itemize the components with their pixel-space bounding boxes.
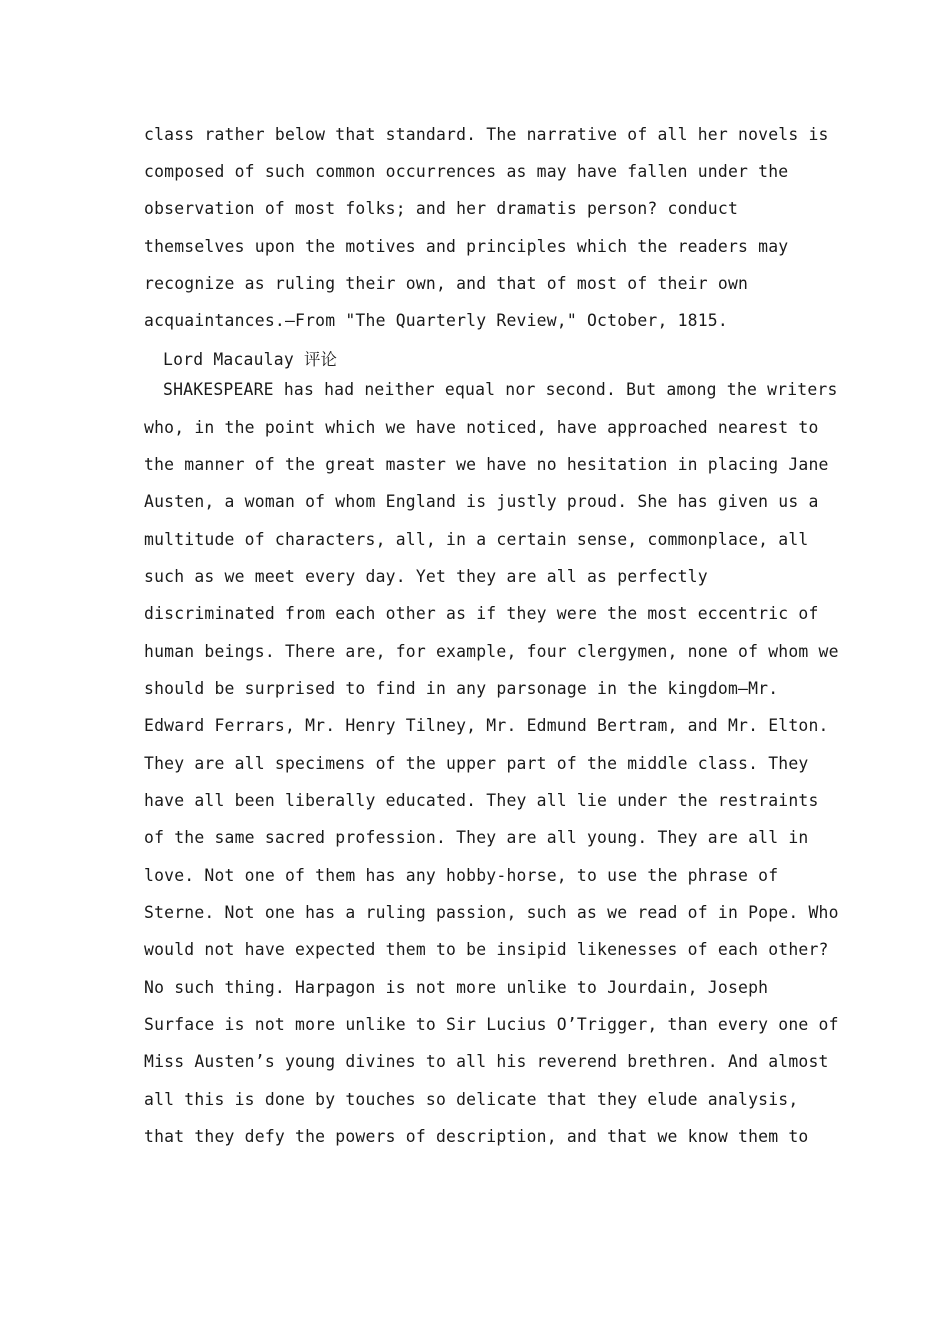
paragraph-1-line-2: composed of such common occurrences as may have fallen under the	[144, 162, 789, 181]
paragraph-2-line-18: Surface is not more unlike to Sir Lucius O’Trigger, than every one of	[144, 1015, 839, 1034]
paragraph-2-line-13: of the same sacred profession. They are all young. They are all in	[144, 828, 809, 847]
paragraph-1-line-3: observation of most folks; and her dramatis person? conduct	[144, 199, 739, 218]
paragraph-2-line-10: Edward Ferrars, Mr. Henry Tilney, Mr. Edmund Bertram, and Mr. Elton.	[144, 716, 829, 735]
paragraph-2-line-4: Austen, a woman of whom England is justly proud. She has given us a	[144, 492, 819, 511]
paragraph-2-line-7: discriminated from each other as if they were the most eccentric of	[144, 604, 819, 623]
paragraph-2-line-1: SHAKESPEARE has had neither equal nor second. But among the writers	[163, 380, 838, 399]
paragraph-2-line-3: the manner of the great master we have no hesitation in placing Jane	[144, 455, 829, 474]
paragraph-2-line-21: that they defy the powers of description, and that we know them to	[144, 1127, 809, 1146]
section-heading: Lord Macaulay 评论	[163, 350, 338, 369]
paragraph-2-line-20: all this is done by touches so delicate that they elude analysis,	[144, 1090, 799, 1109]
paragraph-2-line-12: have all been liberally educated. They all lie under the restraints	[144, 791, 819, 810]
paragraph-2-line-2: who, in the point which we have noticed, have approached nearest to	[144, 418, 819, 437]
paragraph-2-line-17: No such thing. Harpagon is not more unlike to Jourdain, Joseph	[144, 978, 769, 997]
paragraph-2-line-15: Sterne. Not one has a ruling passion, such as we read of in Pope. Who	[144, 903, 839, 922]
paragraph-2-line-9: should be surprised to find in any parsonage in the kingdom—Mr.	[144, 679, 779, 698]
paragraph-2-line-6: such as we meet every day. Yet they are all as perfectly	[144, 567, 708, 586]
paragraph-1-line-5: recognize as ruling their own, and that of most of their own	[144, 274, 749, 293]
paragraph-2-line-5: multitude of characters, all, in a certain sense, commonplace, all	[144, 530, 809, 549]
paragraph-1-line-1: class rather below that standard. The narrative of all her novels is	[144, 125, 829, 144]
paragraph-2-line-11: They are all specimens of the upper part of the middle class. They	[144, 754, 809, 773]
paragraph-2-line-14: love. Not one of them has any hobby-horse, to use the phrase of	[144, 866, 779, 885]
paragraph-1-line-6: acquaintances.—From "The Quarterly Review," October, 1815.	[144, 311, 728, 330]
paragraph-2-line-19: Miss Austen’s young divines to all his reverend brethren. And almost	[144, 1052, 829, 1071]
paragraph-2-line-16: would not have expected them to be insipid likenesses of each other?	[144, 940, 829, 959]
paragraph-2-line-8: human beings. There are, for example, four clergymen, none of whom we	[144, 642, 839, 661]
paragraph-1-line-4: themselves upon the motives and principles which the readers may	[144, 237, 789, 256]
